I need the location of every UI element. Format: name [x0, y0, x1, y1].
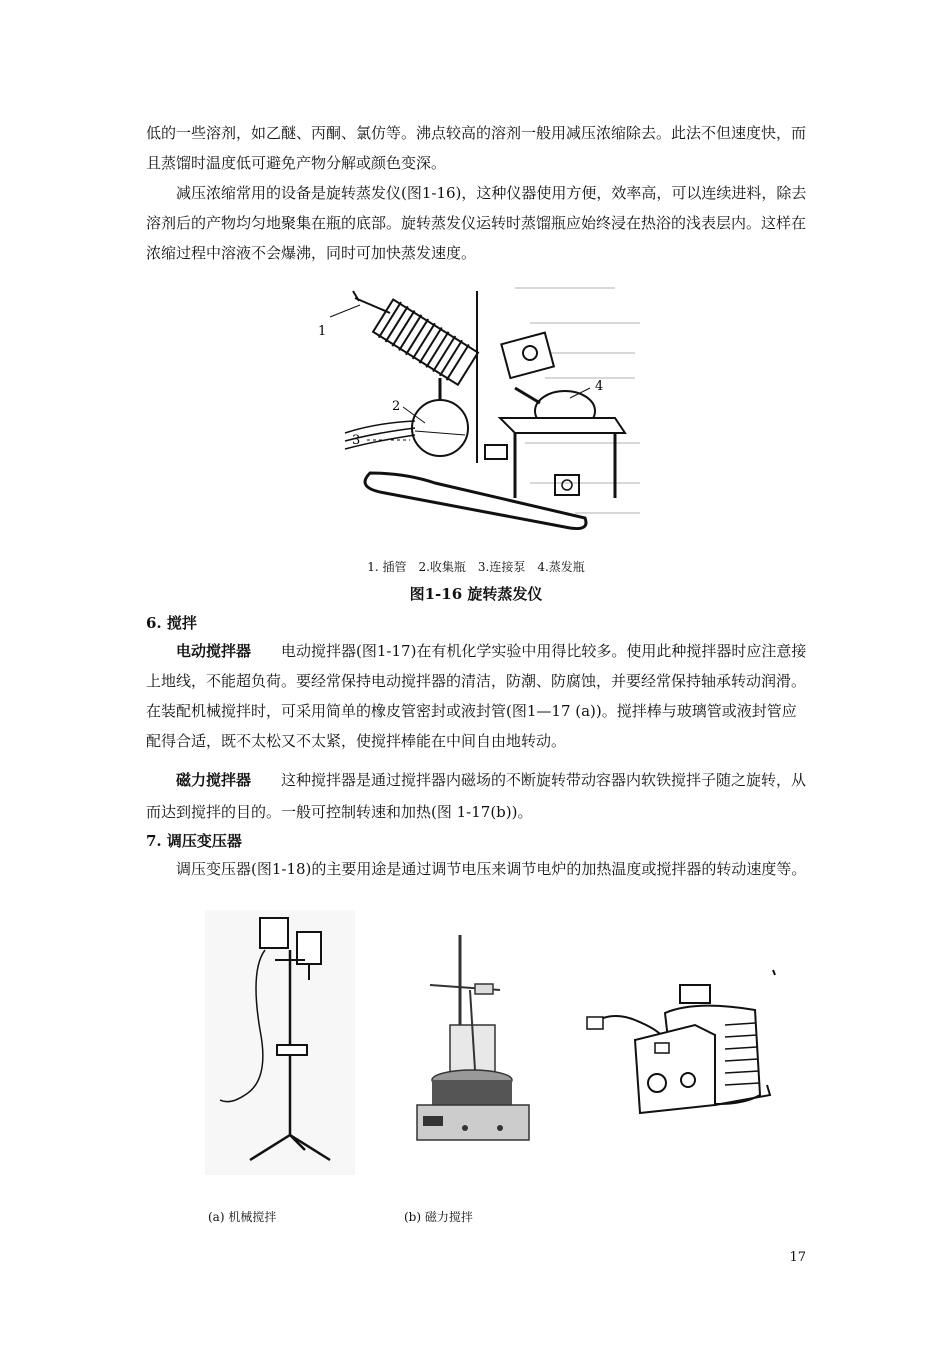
electric-stirrer-text: 电动搅拌器(图1-17)在有机化学实验中用得比较多。使用此种搅拌器时应注意接上地线，不能超负荷。要经常保持电动搅拌器的清洁，防潮、防腐蚀，并要经常保持轴承转动润滑。在装配机械搅拌时，可采用简单的橡皮管密封或液封管(图1—17 (a))。搅拌棒与玻璃管或液封管应配得合适，既不太松又不太紧，使搅拌棒能在中间自由地转动。 — [146, 642, 807, 750]
paragraph-2: 减压浓缩常用的设备是旋转蒸发仪(图1-16)，这种仪器使用方便，效率高，可以连续进料，除去溶剂后的产物均匀地聚集在瓶的底部。旋转蒸发仪运转时蒸馏瓶应始终浸在热浴的浅表层内。这样在浓缩过程中溶液不会爆沸，同时可加快蒸发速度。 — [146, 184, 807, 262]
figure-17b-caption: (b) 磁力搅拌 — [404, 1210, 473, 1224]
figure-16-caption: 1. 插管 2.收集瓶 3.连接泵 4.蒸发瓶 — [367, 560, 585, 574]
page-number: 17 — [789, 1250, 806, 1265]
paragraph-1: 低的一些溶剂，如乙醚、丙酮、氯仿等。沸点较高的溶剂一般用减压浓缩除去。此法不但速度快，而且蒸馏时温度低可避免产物分解或颜色变深。 — [146, 124, 807, 172]
figure-16-title: 图1-16 旋转蒸发仪 — [409, 585, 543, 603]
figure-17a-caption: (a) 机械搅拌 — [208, 1210, 277, 1224]
voltage-regulator-figure — [585, 965, 785, 1125]
paragraph-transformer: 调压变压器(图1-18)的主要用途是通过调节电压来调节电炉的加热温度或搅拌器的转动速度等。 — [176, 860, 807, 878]
paragraph-magnetic-stirrer — [146, 764, 810, 828]
magnetic-stirrer-figure — [405, 930, 540, 1145]
term-magnetic-stirrer: 磁力搅拌器 — [176, 771, 252, 789]
rotary-evaporator-figure — [315, 283, 645, 541]
label-3: 3 — [352, 433, 361, 448]
label-1: 1 — [318, 324, 327, 339]
section-7-heading: 7. 调压变压器 — [146, 832, 242, 850]
mechanical-stirrer-figure — [205, 910, 355, 1175]
section-6-heading: 6. 搅拌 — [146, 614, 197, 632]
term-electric-stirrer: 电动搅拌器 — [176, 642, 252, 660]
label-2: 2 — [392, 399, 401, 414]
paragraph-electric-stirrer — [146, 636, 810, 756]
magnetic-stirrer-text: 这种搅拌器是通过搅拌器内磁场的不断旋转带动容器内软铁搅拌子随之旋转，从而达到搅拌的目的。一般可控制转速和加热(图 1-17(b))。 — [146, 771, 807, 821]
label-4: 4 — [595, 379, 604, 394]
